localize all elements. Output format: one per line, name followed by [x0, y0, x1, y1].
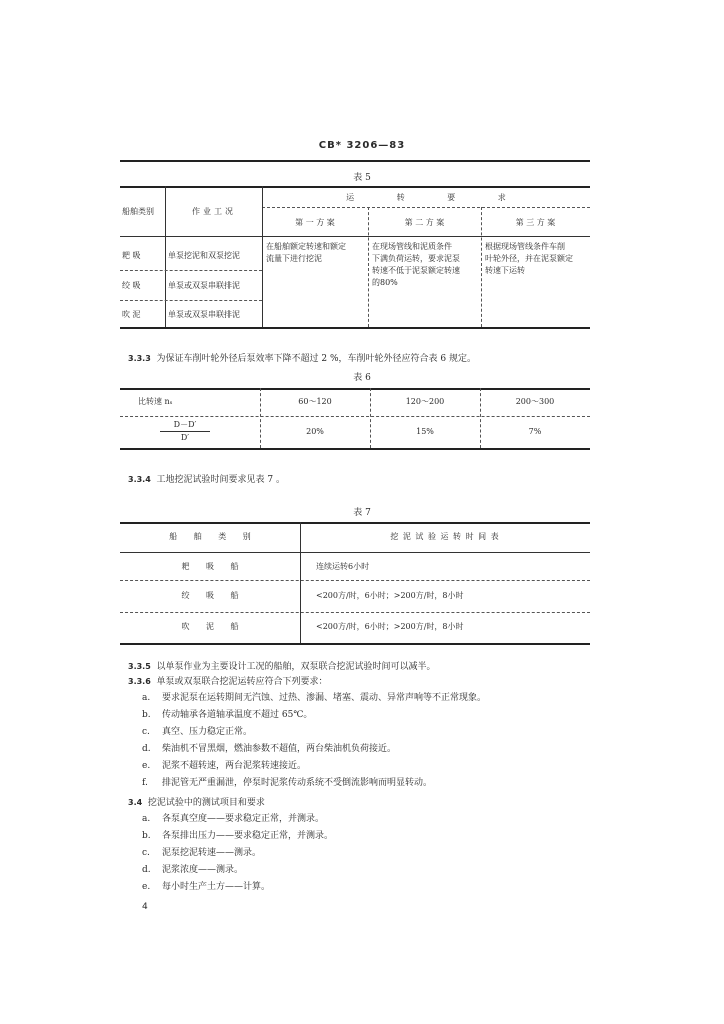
- page-number: 4: [142, 902, 148, 912]
- list-item: f. 排泥管无严重漏泄，停泵时泥浆传动系统不受倒流影响而明显转动。: [142, 778, 433, 788]
- table7-row-time: <200方/时，6小时；>200方/时，8小时: [316, 591, 464, 600]
- table5-header-ship-type: 船舶类别: [122, 207, 154, 216]
- table6-caption: 表 6: [353, 373, 371, 383]
- table5-header-condition: 作业工况: [192, 207, 236, 216]
- table6-range: 200～300: [515, 397, 555, 406]
- table6-value: 20%: [306, 427, 324, 436]
- table5-header-plan2: 第 二 方 案: [404, 218, 445, 227]
- table5-row-condition: 单泵或双泵串联排泥: [168, 281, 240, 290]
- table7-header-time: 挖 泥 试 验 运 转 时 间 表: [390, 532, 500, 541]
- table5-header-plan3: 第 三 方 案: [515, 218, 556, 227]
- table6-range: 120～200: [405, 397, 445, 406]
- paragraph-3-3-4: 3.3.4 工地挖泥试验时间要求见表 7 。: [128, 475, 285, 485]
- standard-number: CB* 3206—83: [318, 140, 406, 151]
- paragraph-3-3-3: 3.3.3 为保证车削叶轮外径后泵效率下降不超过 2 %，车削叶轮外径应符合表 6 规定。: [128, 354, 476, 364]
- table6-value: 7%: [528, 427, 542, 436]
- table7-row-time: <200方/时，6小时；>200方/时，8小时: [316, 622, 464, 631]
- table6-range: 60～120: [298, 397, 332, 406]
- list-item: e. 每小时生产土方——计算。: [142, 882, 271, 892]
- list-item: b. 各泵排出压力——要求稳定正常，并测录。: [142, 831, 334, 841]
- table6-formula: D－D′ D′: [160, 419, 210, 444]
- list-item: e. 泥浆不超转速，两台泥浆转速接近。: [142, 761, 307, 771]
- list-3-4: [142, 813, 333, 898]
- table6-value: 15%: [416, 427, 434, 436]
- header-rule: [120, 160, 590, 162]
- list-item: d. 柴油机不冒黑烟，燃油参数不超值，两台柴油机负荷接近。: [142, 744, 397, 754]
- list-item: a. 要求泥泵在运转期间无汽蚀、过热、渗漏、堵塞、震动、异常声响等不正常现象。: [142, 693, 487, 703]
- list-item: c. 泥泵挖泥转速——测录。: [142, 848, 262, 858]
- paragraph-3-3-6: 3.3.6 单泵或双泵联合挖泥运转应符合下列要求：: [128, 677, 328, 687]
- list-item: d. 泥浆浓度——测录。: [142, 865, 244, 875]
- table5-plan3-text: 根据现场管线条件车削 叶轮外径，并在泥泵额定 转速下运转: [485, 242, 573, 275]
- table5-row-ship: 耙 吸: [122, 251, 141, 260]
- list-item: c. 真空、压力稳定正常。: [142, 727, 253, 737]
- table5-row-condition: 单泵或双泵串联排泥: [168, 310, 240, 319]
- table5-row-ship: 吹 泥: [122, 310, 141, 319]
- table7-row-ship: 吹 泥 船: [181, 622, 239, 631]
- table5-row-ship: 绞 吸: [122, 281, 141, 290]
- table5-row-condition: 单泵挖泥和双泵挖泥: [168, 251, 240, 260]
- list-item: a. 各泵真空度——要求稳定正常，并测录。: [142, 814, 325, 824]
- paragraph-3-4: 3.4 挖泥试验中的测试项目和要求: [128, 798, 265, 808]
- table5-plan2-text: 在现场管线和泥质条件 下满负荷运转，要求泥泵 转速不低于泥泵额定转速 的80%: [372, 242, 460, 287]
- paragraph-3-3-5: 3.3.5 以单泵作业为主要设计工况的船舶，双泵联合挖泥试验时间可以减半。: [128, 662, 436, 672]
- table5-header-requirements: 运 转 要 求: [346, 193, 506, 202]
- table5-plan1-text: 在船舶额定转速和额定 流量下进行挖泥: [266, 242, 346, 263]
- table7-header-ship-type: 船 舶 类 别: [169, 532, 251, 541]
- table5-header-plan1: 第 一 方 案: [295, 218, 335, 227]
- table7-row-ship: 绞 吸 船: [181, 591, 239, 600]
- list-item: b. 传动轴承各道轴承温度不超过 65℃。: [142, 710, 313, 720]
- table5-caption: 表 5: [353, 173, 371, 183]
- table7-caption: 表 7: [353, 508, 371, 518]
- list-3-3-6: [142, 692, 486, 794]
- table6-specific-speed-label: 比转速 nₛ: [138, 397, 173, 406]
- table7-row-time: 连续运转6小时: [316, 562, 370, 571]
- table7-row-ship: 耙 吸 船: [181, 562, 239, 571]
